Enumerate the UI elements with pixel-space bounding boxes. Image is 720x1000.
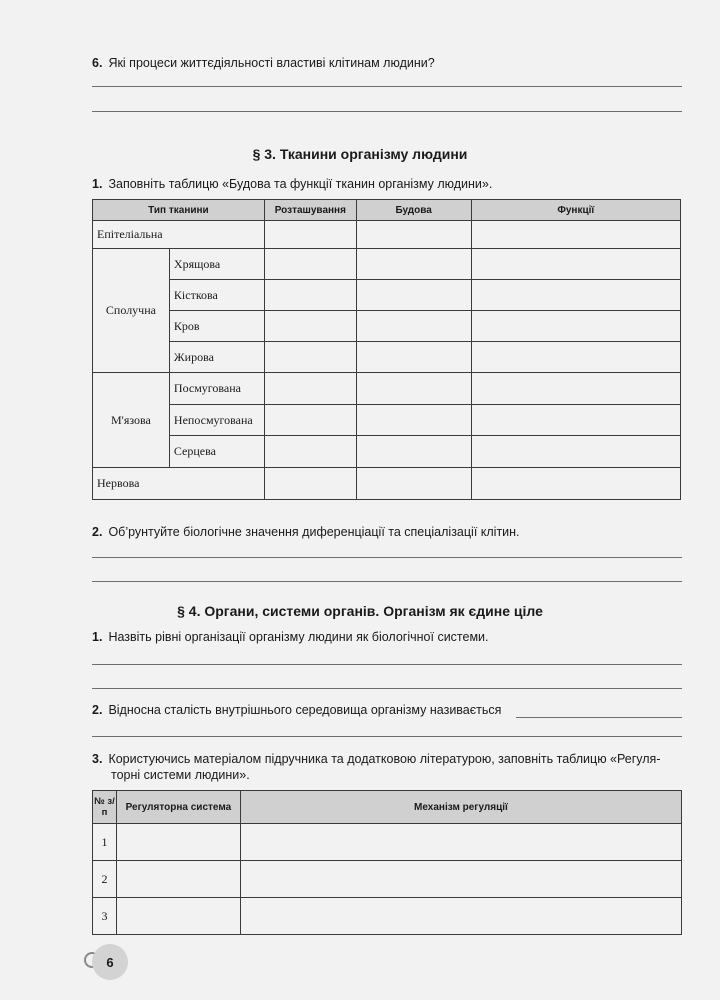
regulatory-systems-table xyxy=(92,790,682,935)
table-cell[interactable] xyxy=(356,280,471,311)
question-text: Відносна сталість внутрішнього середовища організму називається xyxy=(108,703,502,717)
table-cell[interactable] xyxy=(471,249,680,280)
table-cell[interactable] xyxy=(471,436,680,468)
s4-question-3 xyxy=(92,751,661,767)
table-cell[interactable] xyxy=(471,280,680,311)
answer-line[interactable] xyxy=(92,664,682,665)
header-location: Розташування xyxy=(264,200,356,221)
tissue-epithelial: Епітеліальна xyxy=(93,221,265,249)
table-cell[interactable] xyxy=(356,311,471,342)
table-cell[interactable] xyxy=(471,405,680,436)
table-cell[interactable] xyxy=(356,373,471,405)
section-3-heading: § 3. Тканини організму людини xyxy=(252,146,468,162)
s4-question-2 xyxy=(92,702,501,718)
subtype-adipose: Жирова xyxy=(169,342,264,373)
table-cell[interactable] xyxy=(240,861,681,898)
s3-question-2 xyxy=(92,524,520,540)
table-cell[interactable] xyxy=(264,249,356,280)
page-number: 6 xyxy=(92,944,128,980)
table-cell[interactable] xyxy=(116,824,240,861)
question-text: Об’рунтуйте біологічне значення диференціації та спеціалізації клітин. xyxy=(108,525,520,539)
s4-question-1 xyxy=(92,629,489,645)
question-text: торні системи людини». xyxy=(111,768,250,782)
table-cell[interactable] xyxy=(471,221,680,249)
subtype-striated: Посмугована xyxy=(169,373,264,405)
question-number: 3. xyxy=(92,752,103,766)
question-6 xyxy=(92,55,435,71)
question-text: Заповніть таблицю «Будова та функції тканин організму людини». xyxy=(108,177,493,191)
subtype-cardiac: Серцева xyxy=(169,436,264,468)
table-cell[interactable] xyxy=(356,405,471,436)
row-number: 1 xyxy=(93,824,117,861)
row-number: 3 xyxy=(93,898,117,935)
table-cell[interactable] xyxy=(264,221,356,249)
answer-line[interactable] xyxy=(92,557,682,558)
table-cell[interactable] xyxy=(356,249,471,280)
table-cell[interactable] xyxy=(264,468,356,500)
tissue-nervous: Нервова xyxy=(93,468,265,500)
s3-question-1 xyxy=(92,176,492,192)
table-cell[interactable] xyxy=(471,373,680,405)
table-cell[interactable] xyxy=(264,311,356,342)
question-number: 2. xyxy=(92,525,103,539)
header-functions: Функції xyxy=(471,200,680,221)
answer-line[interactable] xyxy=(92,688,682,689)
table-cell[interactable] xyxy=(356,436,471,468)
question-number: 1. xyxy=(92,177,103,191)
header-regulatory-system: Регуляторна система xyxy=(116,791,240,824)
answer-line[interactable] xyxy=(516,717,682,718)
header-structure: Будова xyxy=(356,200,471,221)
table-cell[interactable] xyxy=(356,221,471,249)
subtype-bone: Кісткова xyxy=(169,280,264,311)
question-number: 1. xyxy=(92,630,103,644)
header-number: № з/п xyxy=(93,791,117,824)
table-cell[interactable] xyxy=(471,342,680,373)
header-tissue-type: Тип тканини xyxy=(93,200,265,221)
tissue-muscle: М'язова xyxy=(93,373,170,468)
row-number: 2 xyxy=(93,861,117,898)
question-text: Які процеси життєдіяльності властиві клітинам людини? xyxy=(108,56,435,70)
table-cell[interactable] xyxy=(264,280,356,311)
subtype-cartilage: Хрящова xyxy=(169,249,264,280)
question-text: Користуючись матеріалом підручника та додатковою літературою, заповніть таблицю «Регуля- xyxy=(108,752,661,766)
table-cell[interactable] xyxy=(356,342,471,373)
section-4-heading: § 4. Органи, системи органів. Організм як єдине ціле xyxy=(177,603,543,619)
header-mechanism: Механізм регуляції xyxy=(240,791,681,824)
subtype-smooth: Непосмугована xyxy=(169,405,264,436)
question-number: 2. xyxy=(92,703,103,717)
table-cell[interactable] xyxy=(116,861,240,898)
answer-line[interactable] xyxy=(92,86,682,87)
table-cell[interactable] xyxy=(264,436,356,468)
answer-line[interactable] xyxy=(92,581,682,582)
tissue-connective: Сполучна xyxy=(93,249,170,373)
table-cell[interactable] xyxy=(116,898,240,935)
table-cell[interactable] xyxy=(264,342,356,373)
s4-question-3-cont xyxy=(111,767,250,783)
table-cell[interactable] xyxy=(240,824,681,861)
subtype-blood: Кров xyxy=(169,311,264,342)
tissues-table xyxy=(92,199,681,500)
table-cell[interactable] xyxy=(264,405,356,436)
table-cell[interactable] xyxy=(471,468,680,500)
answer-line[interactable] xyxy=(92,111,682,112)
question-number: 6. xyxy=(92,56,103,70)
question-text: Назвіть рівні організації організму людини як біологічної системи. xyxy=(108,630,489,644)
table-cell[interactable] xyxy=(264,373,356,405)
table-cell[interactable] xyxy=(356,468,471,500)
table-cell[interactable] xyxy=(471,311,680,342)
answer-line[interactable] xyxy=(92,736,682,737)
table-cell[interactable] xyxy=(240,898,681,935)
